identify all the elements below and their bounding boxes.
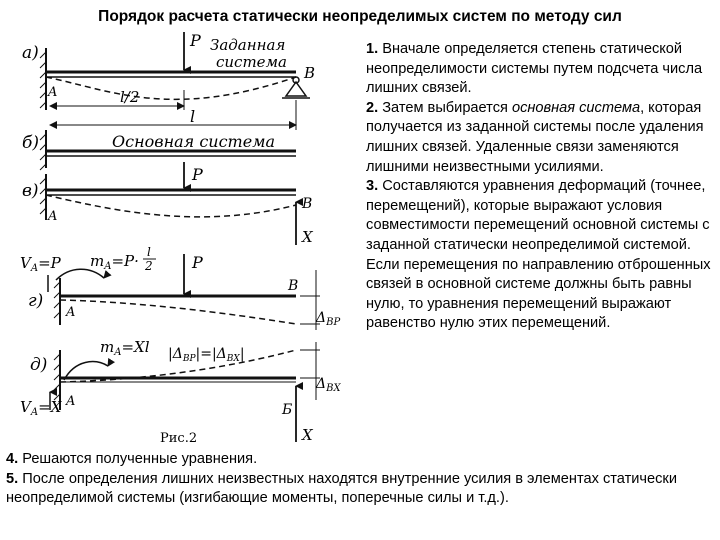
figure-caption: Рис.2 [160,431,198,446]
label-d: д) [30,355,48,375]
step-3: 3. Составляются уравнения деформаций (точнее, перемещений), которые выражают условия совместимости перемещений основной системы с заданной статически неопределимой системой. Если перемещения по направлению отброшенных связей в основной системе должны быть равны нулю, то уравнения перемещений выражают равенство нулю этих перемещений. [366,178,711,332]
label-delta-bx: $\Delta_{BX}$ [316,376,341,394]
label-B-a: B [304,64,316,82]
step-1: 1. Вначале определяется степень статической неопределимости системы путем подсчета числа лишних связей. [366,41,703,97]
step-5: 5. После определения лишних неизвестных находятся внутренние усилия в элементах статически неопределимой системы (изгибающие моменты, поперечные силы и т.д.). [6,470,677,507]
label-P-a: P [190,31,201,50]
label-P-g: P [192,253,203,272]
steps-bottom [6,450,718,509]
label-delta-bp: $\Delta_{BP}$ [316,310,341,328]
steps-column [366,40,716,334]
label-P-v: P [192,165,203,184]
label-l: l [190,107,196,126]
label-A-d: A [66,394,76,409]
label-B-g: B [288,278,299,294]
diagram-g [20,245,340,330]
label-B-v: B [302,196,313,212]
label-VA-X: $V_A=X$ [20,398,62,418]
label-A-a: A [48,85,58,100]
label-X-v: X [302,228,313,246]
beam-diagram [20,30,365,450]
label-A-v: A [48,209,58,224]
label-b: б) [22,133,40,153]
label-X-d: X [302,426,313,444]
label-B-cyr-d: Б [282,402,293,418]
label-a: а) [22,43,39,63]
label-zadannaya-1: Заданная [210,36,286,54]
diagram-b [22,130,296,170]
page-title: Порядок расчета статически неопределимых систем по методу сил [98,8,622,25]
label-frac-num: l [147,245,151,259]
label-v: в) [22,181,39,201]
step-2: 2. Затем выбирается основная система, которая получается из заданной системы после удаления лишних связей. Удаленные связи заменяются лишними неизвестными усилиями. [366,99,704,175]
diagram-v [22,162,314,246]
dimension-lines [50,88,296,130]
step-4: 4. Решаются полученные уравнения. [6,451,258,467]
label-A-g: A [66,305,76,320]
label-mA-P: $m_A=P\cdot$ [90,252,139,272]
beam-diagram-figure [20,30,365,450]
label-zadannaya-2: система [216,53,287,71]
label-mA-X: $m_A=Xl$ [100,338,150,358]
label-VA-P: $V_A=P$ [20,254,61,274]
diagram-d [20,338,341,444]
label-l-half: l/2 [120,88,140,106]
label-delta-equation: $|\Delta_{BP}|=|\Delta_{BX}|$ [168,346,245,364]
label-g: г) [28,291,44,311]
label-frac-den: 2 [145,259,153,273]
diagram-a [22,31,315,110]
label-osnovnaya: Основная система [112,132,275,151]
